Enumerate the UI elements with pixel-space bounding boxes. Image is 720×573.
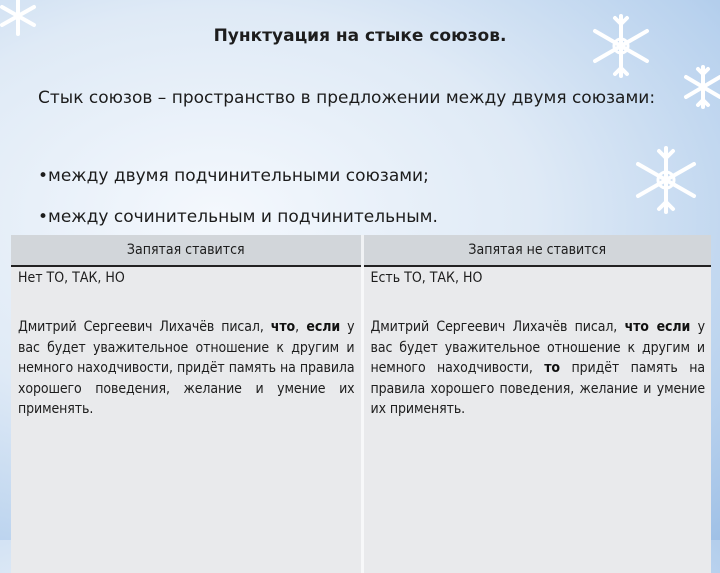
condition-cell xyxy=(362,266,711,301)
column-header-no-comma: Запятая не ставится xyxy=(362,235,711,266)
comparison-table xyxy=(11,235,711,573)
definition-text: – пространство в предложении между двумя союзами: xyxy=(152,88,656,108)
column-header-comma: Запятая ставится xyxy=(11,235,362,266)
definition xyxy=(38,83,658,114)
snowflake-icon xyxy=(678,62,720,112)
definition-term: Стык союзов xyxy=(38,88,153,108)
example-quote-left xyxy=(18,317,355,420)
condition-text: Нет ТО, ТАК, НО xyxy=(18,270,125,286)
conjunction: если xyxy=(299,319,341,335)
snowflake-icon xyxy=(628,142,704,218)
example-cell xyxy=(362,301,711,573)
bullet-item: •между двумя подчинительными союзами; xyxy=(38,166,429,186)
bullet-item: •между сочинительным и подчинительным. xyxy=(38,207,438,227)
snowflake-icon xyxy=(585,10,657,82)
conjunction: что xyxy=(270,319,296,335)
page-title: Пунктуация на стыке союзов. xyxy=(213,26,507,46)
quote-text: у вас будет уважительное отношение к другим и немного находчивости, придёт память на правила хорошего поведения, желание и умение их применять. xyxy=(18,319,355,417)
conjunction: то xyxy=(544,360,560,376)
example-quote-right xyxy=(371,317,706,420)
quote-text: Дмитрий Сергеевич Лихачёв писал, xyxy=(18,319,271,335)
condition-cell xyxy=(11,266,362,301)
example-cell xyxy=(11,301,362,573)
condition-text: Есть ТО, ТАК, НО xyxy=(370,270,483,286)
quote-text: , xyxy=(295,319,299,335)
quote-text: придёт память на правила хорошего поведения, желание и умение их применять. xyxy=(370,360,705,417)
conjunction: что если xyxy=(624,319,691,335)
quote-text: у вас будет уважительное отношение к другим и немного находчивости, xyxy=(370,319,705,376)
quote-text: Дмитрий Сергеевич Лихачёв писал, xyxy=(370,319,625,335)
